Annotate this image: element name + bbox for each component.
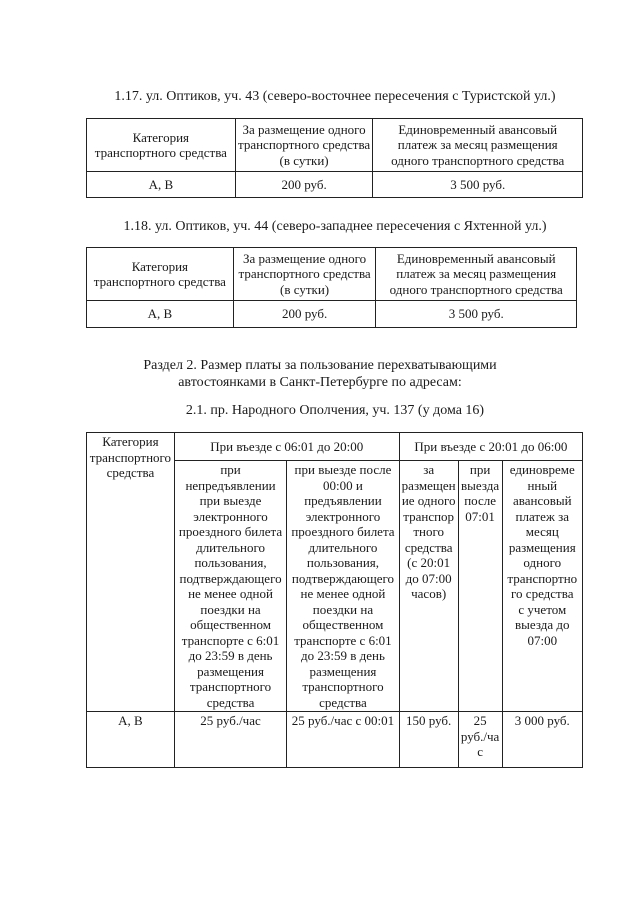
tariff-table-2-1 (86, 432, 583, 768)
cell-daily-fee: 200 руб. (233, 301, 376, 328)
subheader-exit-after-0701: при выезда после 07:01 (458, 461, 502, 712)
cell-monthly-advance: 3 500 руб. (376, 301, 577, 328)
cell-monthly-advance: 3 000 руб. (502, 712, 582, 768)
section-heading-1-18: 1.18. ул. Оптиков, уч. 44 (северо-западнее пересечения с Яхтенной ул.) (123, 219, 547, 234)
cell-no-ticket: 25 руб./час (174, 712, 286, 768)
header-monthly-advance: Единовременный авансовый платеж за месяц размещения одного транспортного средства (373, 119, 583, 172)
header-category: Категория транспортного средства (87, 433, 175, 712)
header-daily-fee: За размещение одного транспортного средства (в сутки) (233, 248, 376, 301)
section-2-title: Раздел 2. Размер платы за пользование перехватывающими автостоянками в Санкт-Петербурге по адресам: (143, 358, 497, 390)
cell-category: А, В (87, 301, 234, 328)
subheader-no-ticket: при непредъявлении при выезде электронного проездного билета длительного пользования, подтверждающего не менее одной поездки на общественном транспорте с 6:01 до 23:59 в день размещения транспортного средства (174, 461, 286, 712)
cell-daily-fee: 200 руб. (235, 172, 373, 198)
tariff-table-1-18 (86, 247, 577, 328)
header-category: Категория транспортного средства (87, 119, 236, 172)
subheader-monthly-advance: единовреме нный авансовый платеж за месяц размещения одного транспортно го средства с учетом выезда до 07:00 (502, 461, 582, 712)
header-day-entry: При въезде с 06:01 до 20:00 (174, 433, 399, 461)
header-monthly-advance: Единовременный авансовый платеж за месяц размещения одного транспортного средства (376, 248, 577, 301)
header-daily-fee: За размещение одного транспортного средства (в сутки) (235, 119, 373, 172)
cell-ticket-after-midnight: 25 руб./час с 00:01 (287, 712, 399, 768)
cell-category: А, В (87, 712, 175, 768)
subheader-ticket-after-midnight: при выезде после 00:00 и предъявлении электронного проездного билета длительного пользования, подтверждающего не менее одной поездки на общественном транспорте с 6:01 до 23:59 в день размещения транспортного средства (287, 461, 399, 712)
cell-exit-after-0701: 25 руб./ча с (458, 712, 502, 768)
subheader-night-stay: за размещен ие одного транспор тного средства (с 20:01 до 07:00 часов) (399, 461, 458, 712)
header-night-entry: При въезде с 20:01 до 06:00 (399, 433, 582, 461)
cell-monthly-advance: 3 500 руб. (373, 172, 583, 198)
tariff-table-1-17 (86, 118, 583, 198)
header-category: Категория транспортного средства (87, 248, 234, 301)
cell-night-stay: 150 руб. (399, 712, 458, 768)
cell-category: А, В (87, 172, 236, 198)
section-heading-1-17: 1.17. ул. Оптиков, уч. 43 (северо-восточнее пересечения с Туристской ул.) (114, 89, 556, 104)
section-heading-2-1: 2.1. пр. Народного Ополчения, уч. 137 (у дома 16) (185, 403, 485, 418)
